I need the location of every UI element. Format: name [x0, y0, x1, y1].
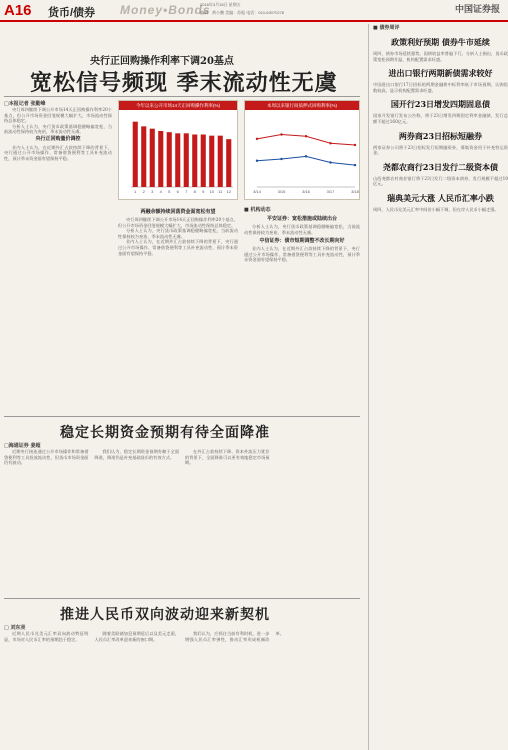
right-head: 瑞典美元大涨 人民币汇率小跌	[387, 192, 494, 203]
mid-para: 业内人士认为，在近期外汇占款持续下降的背景下，央行通过公开市场操作、常备借贷便利等工具补充流动性，预计季末资金面有望保持平稳。	[244, 246, 360, 263]
divider	[4, 96, 360, 97]
right-head: 尧都农商行23日发行二级资本债	[382, 161, 499, 172]
right-column	[368, 24, 508, 750]
bar	[218, 136, 223, 187]
lead-para: 分析人士认为，央行货币政策基调稳健略偏宽松，当前流动性保持较为充裕，季末流动性无虞。	[4, 123, 112, 135]
bar	[226, 139, 231, 187]
tick-label: 3/15	[277, 189, 286, 194]
right-text: 周四，人民币兑美元汇率中间价小幅下调，但在岸人民币小幅走强。	[373, 206, 499, 212]
bar	[192, 135, 197, 188]
bar-chart	[119, 111, 237, 199]
second-article	[4, 442, 360, 592]
chart-repo	[244, 100, 360, 200]
data-point	[305, 155, 307, 157]
mid-body	[244, 224, 360, 235]
right-text: 周四，债券市场延续强势，国债收益率普遍下行。分析人士指出，货币政策宽松预期升温，机构配置需求旺盛。	[373, 51, 508, 62]
bar	[175, 133, 180, 187]
editor-line: 编辑：黄小鹏 美编：苏振 电话：010-63070278	[200, 10, 285, 15]
bar	[184, 133, 189, 187]
right-text: 山西尧都农村商业银行将于23日发行二级资本债券，发行规模不超过10亿元。	[373, 175, 508, 187]
data-point	[256, 160, 258, 162]
mid-head: 中信证券：债市短期调整不改长期向好	[259, 238, 345, 245]
third-article	[4, 624, 360, 744]
right-head: 两券商23日招标短融券	[398, 130, 483, 141]
line-chart	[245, 111, 359, 199]
lead-kicker: 央行正回购操作利率下调20基点	[90, 56, 234, 67]
tick-label: 3/14	[253, 189, 261, 194]
tick-label: 4	[159, 189, 162, 194]
divider	[4, 416, 360, 417]
series-line	[257, 156, 355, 165]
bar	[133, 122, 138, 187]
bar	[209, 136, 214, 187]
lead-para: 业内人士认为，在近期外汇占款持续下降的背景下，央行通过公开市场操作、常备借贷便利等工具补充流动性，预计季末资金面有望保持平稳。	[118, 239, 238, 256]
divider	[4, 598, 360, 599]
section-title-en: Money•Bonds	[120, 3, 211, 17]
lead-para: 央行周四继续下调公开市场14天正回购操作利率20个基点，但公开市场资金回笼规模大幅扩大，市场流动性保持总体稳定。	[4, 107, 112, 124]
tick-label: 7	[185, 189, 188, 194]
lead-para: 分析人士认为，央行货币政策基调稳健略偏宽松，当前流动性保持较为充裕，季末流动性无虞。	[118, 228, 238, 239]
third-headline: 推进人民币双向波动迎来新契机	[60, 607, 270, 623]
lead-body	[4, 107, 112, 161]
tick-label: 2	[142, 189, 145, 194]
right-text: 两家证券公司将于23日招标发行短期融资券，募集资金用于补充营运资金。	[373, 144, 508, 156]
data-point	[256, 138, 258, 140]
data-point	[280, 133, 282, 135]
tick-label: 8	[193, 189, 196, 194]
mid-column	[244, 206, 360, 406]
chart-title: 本周以来银行间质押式回购利率(%)	[245, 101, 359, 110]
right-label: ■ 债券周评	[373, 25, 400, 31]
mid-label: ■ 机构动态	[244, 207, 271, 213]
lead-para: 业内人士认为，在近期外汇占款持续下降的背景下，央行通过公开市场操作、常备借贷便利等工具补充流动性，预计季末资金面有望保持平稳。	[4, 144, 112, 161]
tick-label: 3	[151, 189, 154, 194]
right-head: 政策利好预期 债券牛市延续	[391, 37, 490, 47]
right-head: 国开行23日增发四期固息债	[390, 99, 491, 110]
data-point	[280, 158, 282, 160]
lead-subhead: 两融余额持续回落资金面宽松有望	[140, 209, 216, 215]
chart-title: 今年以来公开市场14天正回购操作利率(%)	[119, 101, 237, 110]
third-para: 随着美联储加息预期延后以及美元走弱，人民币汇率改革迎来新的窗口期。	[94, 631, 179, 642]
mid-para: 分析人士认为，央行货币政策基调稳健略偏宽松，当前流动性保持较为充裕，季末流动性无虞。	[244, 224, 360, 235]
tick-label: 3/17	[326, 189, 335, 194]
data-point	[354, 144, 356, 146]
tick-label: 9	[202, 189, 205, 194]
newspaper-logo: 中国证券报	[454, 5, 500, 15]
tick-label: 12	[226, 189, 231, 194]
data-point	[354, 164, 356, 166]
page-number: A16	[4, 2, 32, 19]
tick-label: 6	[176, 189, 179, 194]
third-para: 我们认为，应抓住当前有利时机，进一步增强人民币汇率弹性，推动汇率形成机制改革。	[185, 631, 284, 642]
mid-head: 平安证券：宽松措施或陆续出台	[266, 216, 337, 222]
lead-body-2	[118, 217, 238, 256]
data-point	[329, 142, 331, 144]
bar	[201, 135, 206, 188]
tick-label: 3/18	[351, 189, 359, 194]
second-byline: □海通证券 姜超	[4, 443, 41, 449]
lead-para: 央行周四继续下调公开市场14天正回购操作利率20个基点，但公开市场资金回笼规模大幅扩大，市场流动性保持总体稳定。	[118, 217, 238, 228]
bar	[141, 126, 146, 187]
tick-label: 11	[218, 189, 223, 194]
lead-headline: 宽松信号频现 季末流动性无虞	[30, 70, 338, 96]
masthead	[0, 0, 508, 22]
right-head: 进出口银行两期新债需求较好	[388, 68, 493, 79]
tick-label: 3/16	[302, 189, 310, 194]
third-para: 近期人民币兑美元汇率双向波动特征明显，市场对人民币汇率的预期趋于稳定。	[4, 631, 89, 642]
second-para: 在外汇占款持续下降、资本外流压力犹存的背景下，全面降准可以更有效地稳定市场预期。	[185, 449, 270, 466]
lead-byline: □本报记者 张勤峰	[4, 101, 46, 107]
bar	[167, 132, 172, 187]
second-headline: 稳定长期资金预期有待全面降准	[60, 425, 270, 441]
issue-date: 2016年3月18日 星期五	[200, 2, 241, 7]
main-area	[0, 24, 364, 750]
lead-column-1	[4, 100, 112, 410]
bar	[150, 129, 155, 187]
mid-body	[244, 246, 360, 263]
section-title: 货币/债券	[48, 7, 96, 19]
second-body	[4, 449, 360, 466]
data-point	[305, 135, 307, 137]
chart-rate	[118, 100, 238, 200]
third-body	[4, 631, 360, 642]
lead-subhead: 央行正回购量价调控	[35, 135, 81, 142]
third-byline: □ 刘东亮	[4, 625, 26, 631]
tick-label: 1	[134, 189, 137, 194]
right-text: 国家开发银行发布公告称，将于23日增发四期固定利率金融债，发行总额不超过160亿元。	[373, 113, 508, 124]
tick-label: 10	[209, 189, 214, 194]
right-text: 中国进出口银行17日招标的两期金融债中标利率低于市场预期，认购倍数较高，显示机构配置需求旺盛。	[373, 82, 508, 93]
data-point	[329, 161, 331, 163]
second-para: 我们认为，稳定长期资金预期有赖于全面降准，降准仍是补充基础货币的有效方式。	[94, 449, 179, 460]
second-para: 近期央行接连通过公开市场操作和常备借贷便利等工具投放流动性，但货币市场资金面仍有波动。	[4, 449, 89, 466]
tick-label: 5	[168, 189, 171, 194]
bar	[158, 131, 163, 187]
lead-column-2	[118, 206, 238, 406]
